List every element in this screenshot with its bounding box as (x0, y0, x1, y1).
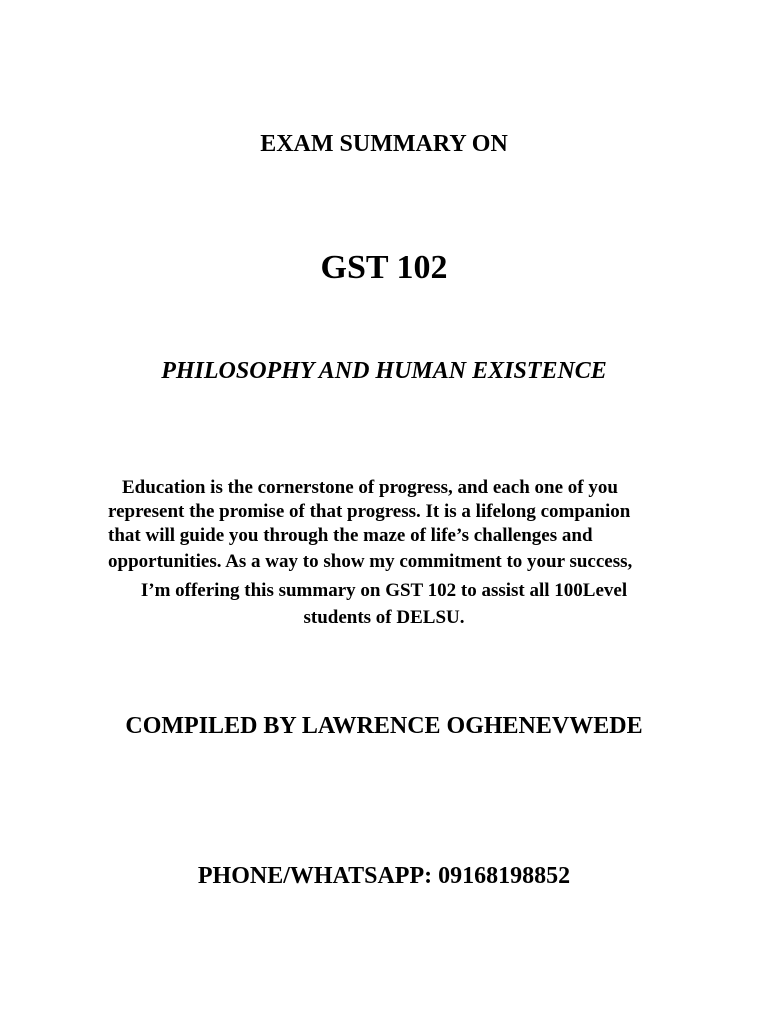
intro-line: opportunities. As a way to show my commitment to your success, (108, 551, 633, 572)
intro-line: represent the promise of that progress. It is a lifelong companion (108, 501, 631, 522)
intro-line: that will guide you through the maze of life’s challenges and (108, 525, 593, 546)
course-code-title: GST 102 (320, 249, 448, 286)
exam-summary-heading: EXAM SUMMARY ON (260, 131, 508, 157)
intro-line: Education is the cornerstone of progress, and each one of you (122, 477, 618, 498)
phone-contact-line: PHONE/WHATSAPP: 09168198852 (197, 863, 571, 889)
intro-line: students of DELSU. (303, 607, 465, 628)
intro-line: I’m offering this summary on GST 102 to assist all 100Level (140, 580, 628, 601)
compiled-by-line: COMPILED BY LAWRENCE OGHENEVWEDE (125, 713, 643, 739)
course-subtitle: PHILOSOPHY AND HUMAN EXISTENCE (161, 358, 607, 384)
